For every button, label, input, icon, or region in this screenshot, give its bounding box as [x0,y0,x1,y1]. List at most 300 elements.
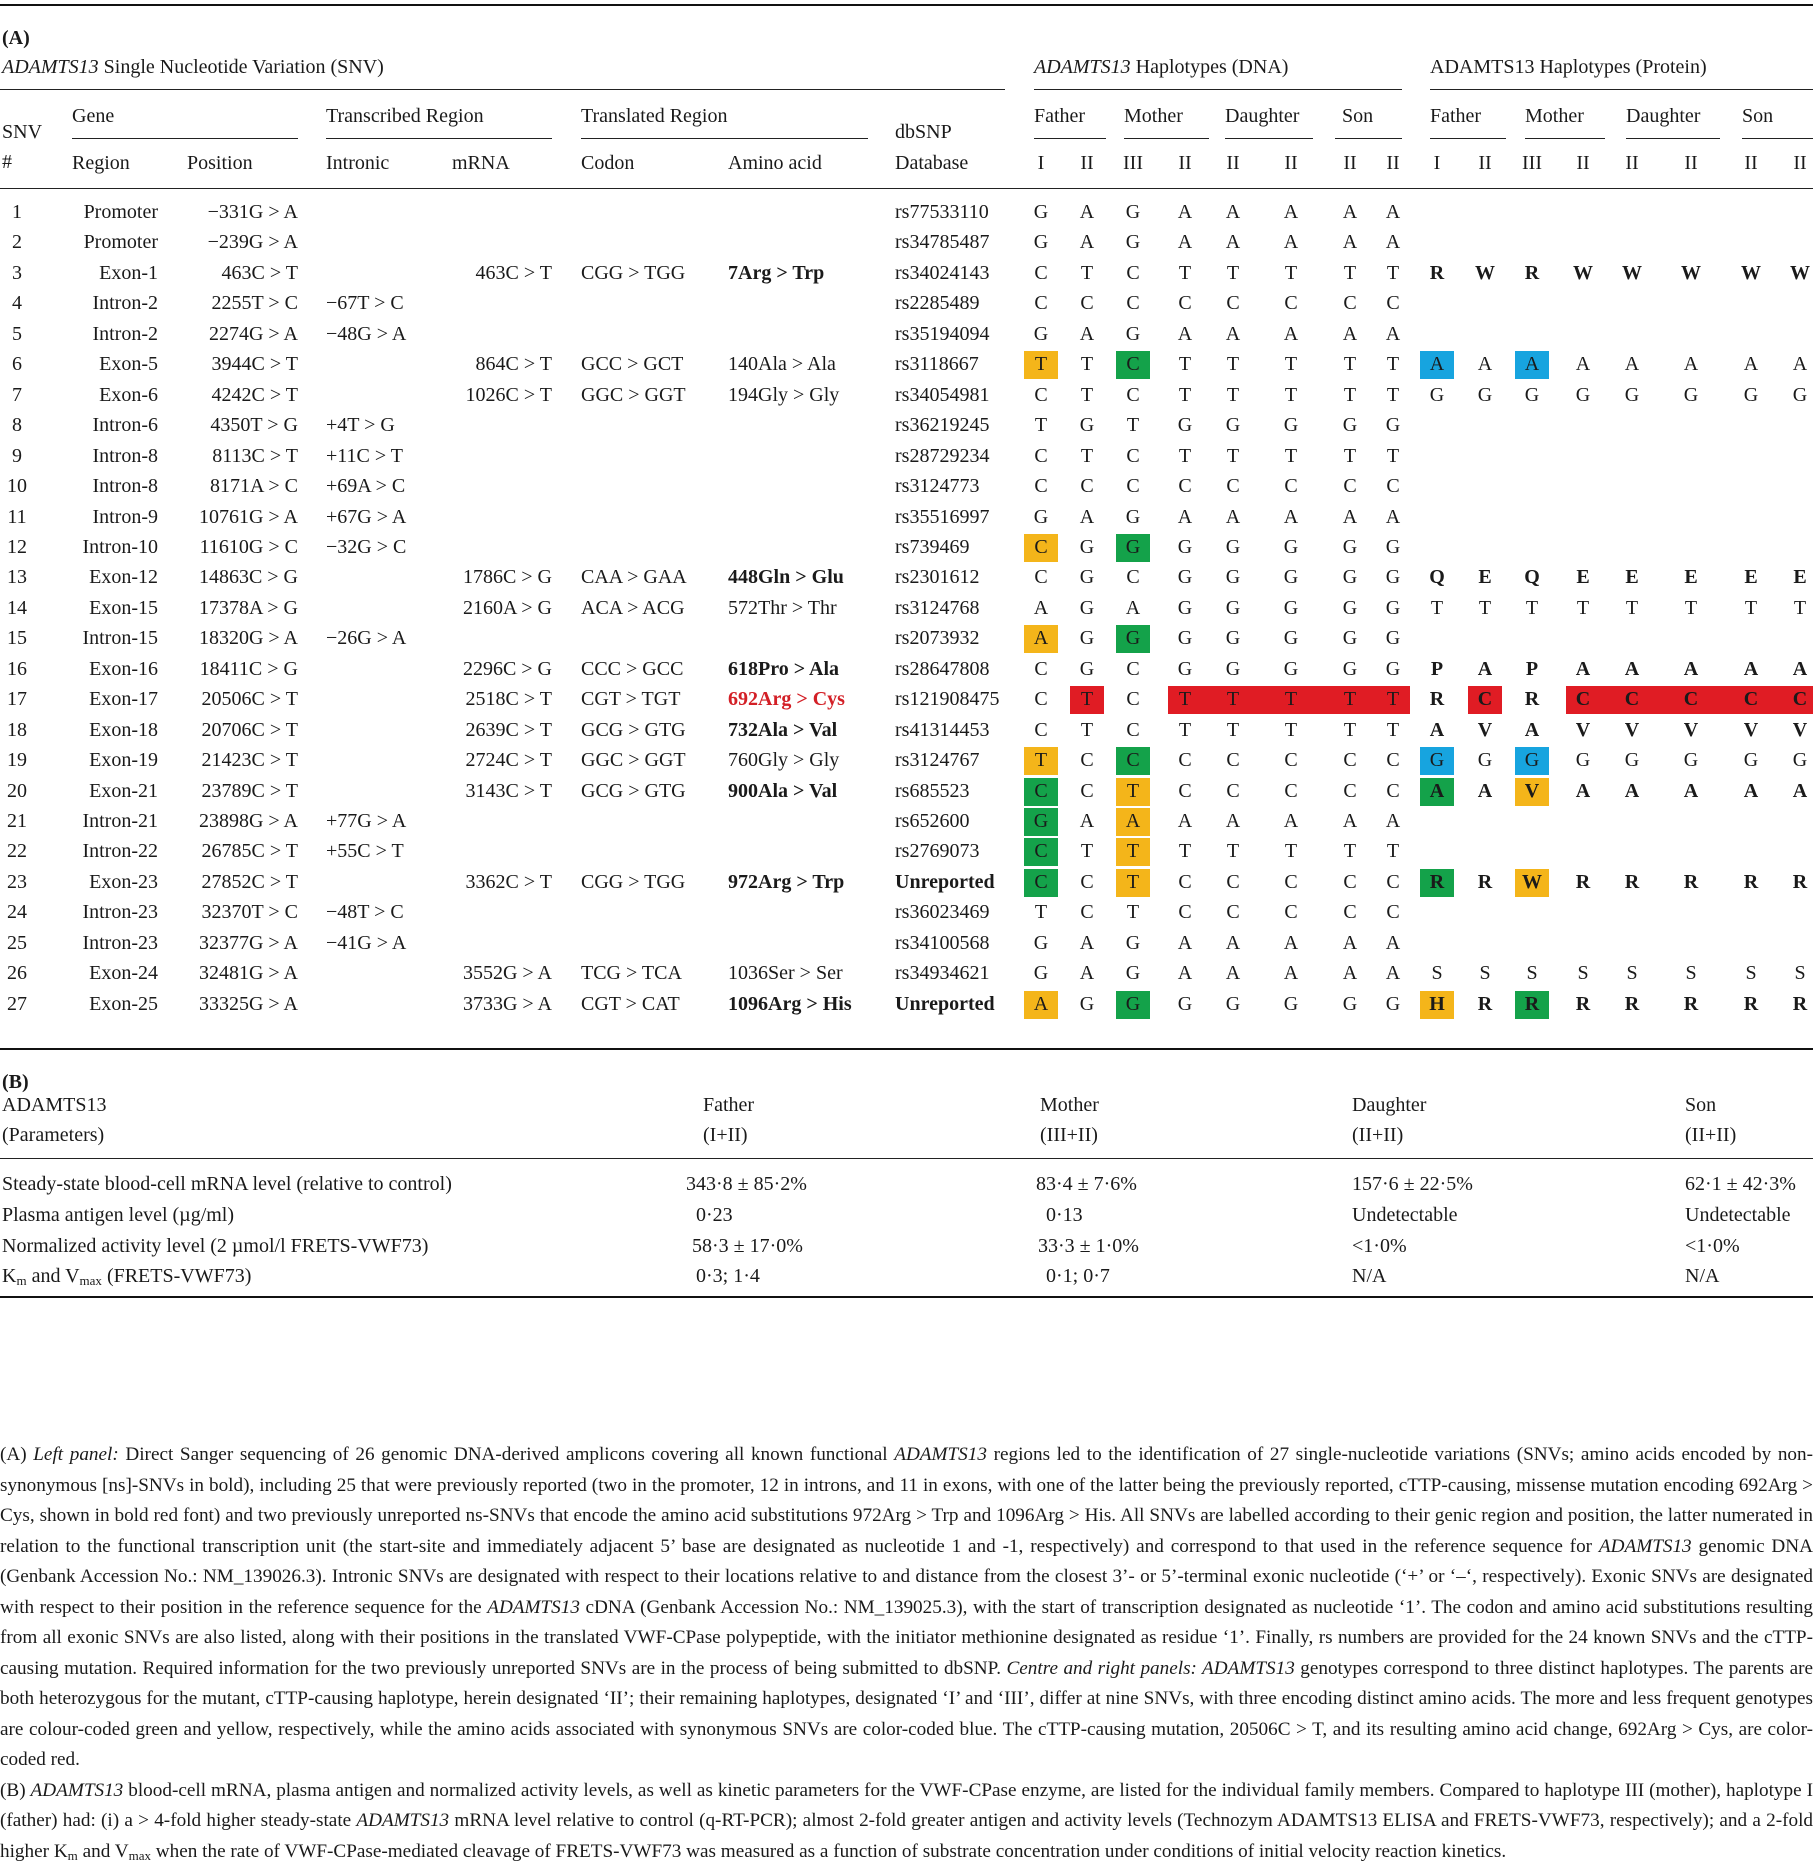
residue-cell: R [1512,992,1552,1019]
genotype-cell: A [1213,200,1253,227]
caption-b-p1: blood-cell mRNA, plasma antigen and normalized activity levels, as well as kinetic parameters for the VWF-CPase enzyme, are listed for the individual family members. Compared to haplotype III (mother), haplotype I (father) had: (i) a > 4-fold higher steady-state [0,1780,1813,1832]
residue-cell: T [1671,596,1711,623]
amino-acid-change: 194Gly > Gly [728,383,839,410]
residue-cell: G [1612,748,1652,775]
residue-cell: A [1612,352,1652,379]
genotype-cell: G [1271,565,1311,592]
genotype-cell: C [1271,900,1311,927]
genotype-cell: T [1213,718,1253,745]
genotype-cell: C [1373,900,1413,927]
residue-cell: G [1780,383,1813,410]
genotype-cell: G [1165,626,1205,653]
parameter-value: 0·23 [696,1203,733,1230]
genotype-cell: G [1330,657,1370,684]
kinetics-max: max [80,1273,102,1288]
genotype-cell: T [1373,839,1413,866]
residue-cell: A [1465,657,1505,684]
gene-region: Intron-23 [40,900,158,927]
genotype-cell: T [1271,839,1311,866]
genotype-cell: T [1165,444,1205,471]
genotype-cell: C [1021,718,1061,745]
genotype-cell: C [1021,383,1061,410]
dbsnp-id: rs3124767 [895,748,979,775]
genotype-cell: G [1213,657,1253,684]
genotype-cell: A [1271,200,1311,227]
genotype-cell: T [1067,444,1107,471]
genotype-cell: C [1113,291,1153,318]
genotype-cell: G [1113,626,1153,653]
gene-region: Intron-22 [40,839,158,866]
dna-hdr-father: Father [1034,104,1085,128]
genotype-cell: A [1373,961,1413,988]
codon-change: ACA > ACG [581,596,685,623]
genotype-cell: A [1330,809,1370,836]
residue-cell: R [1465,870,1505,897]
genotype-cell: A [1165,961,1205,988]
genotype-cell: T [1113,839,1153,866]
genotype-cell: C [1113,383,1153,410]
genotype-cell: G [1330,626,1370,653]
genotype-cell: T [1330,839,1370,866]
hdr-translated: Translated Region [581,104,727,128]
top-rule [0,4,1813,6]
genotype-cell: T [1213,444,1253,471]
residue-cell: V [1512,779,1552,806]
residue-cell: G [1512,383,1552,410]
dna-group-gene: ADAMTS13 [1034,56,1131,78]
mrna-change [420,291,552,318]
genotype-cell: G [1067,657,1107,684]
residue-cell: G [1612,383,1652,410]
gene-position: 32481G > A [150,961,298,988]
gene-region: Promoter [40,230,158,257]
genotype-cell: C [1373,870,1413,897]
gene-position: 23789C > T [150,779,298,806]
residue-cell: A [1417,779,1457,806]
genotype-cell: T [1271,687,1311,714]
gene-position: 4242C > T [150,383,298,410]
codon-change: CGG > TGG [581,261,685,288]
genotype-cell: G [1330,992,1370,1019]
residue-cell: R [1512,687,1552,714]
dna-hdr-mother: Mother [1124,104,1183,128]
codon-change: GCC > GCT [581,352,683,379]
gene-position: 32370T > C [150,900,298,927]
genotype-cell: G [1067,535,1107,562]
genotype-cell: C [1021,261,1061,288]
hdr-database: Database [895,151,968,175]
residue-cell: A [1612,779,1652,806]
mrna-change [420,900,552,927]
genotype-cell: C [1271,870,1311,897]
hdr-mrna: mRNA [452,151,510,175]
genotype-cell: C [1113,444,1153,471]
genotype-cell: C [1113,261,1153,288]
caption-a-p1: Direct Sanger sequencing of 26 genomic DNA-derived amplicons covering all known functional [119,1444,894,1465]
hdr-codon: Codon [581,151,634,175]
genotype-cell: A [1373,200,1413,227]
residue-cell: V [1780,718,1813,745]
parameter-value: 83·4 ± 7·6% [1036,1172,1137,1199]
genotype-cell: G [1021,931,1061,958]
gene-region: Exon-6 [40,383,158,410]
dbsnp-id: rs2769073 [895,839,979,866]
genotype-cell: G [1271,413,1311,440]
genotype-cell: T [1067,261,1107,288]
residue-cell: G [1731,383,1771,410]
intronic-change: +4T > G [326,413,395,440]
panel-b-header-rule [0,1158,1813,1159]
gene-position: 11610G > C [150,535,298,562]
residue-cell: E [1671,565,1711,592]
genotype-cell: G [1113,505,1153,532]
genotype-cell: C [1271,748,1311,775]
gene-region: Intron-6 [40,413,158,440]
residue-cell: T [1780,596,1813,623]
kinetics-label [2,1264,251,1288]
residue-cell: A [1780,352,1813,379]
genotype-cell: G [1113,230,1153,257]
snv-number: 21 [0,809,34,836]
caption-a-p2: regions led to the identification of 27 single-nucleotide variations (SNVs; amino acids encoded by non-synonymous [ns]-SNVs in bold), including 25 that were previously reported (two in the promoter, 12 in introns, and 11 in exons, with one of the latter being the previously reported, cTTP-causing, missense mutation encoding 692Arg > Cys, shown in bold red font) and two previously unreported ns-SNVs that encode the amino acid substitutions 972Arg > Trp and 1096Arg > His. All SNVs are labelled according to their genic region and position, the latter numerated in relation to the functional transcription unit (the start-site and immediately adjacent 5’ base are designated as nucleotide 1 and -1, respectively) and correspond to that used in the reference sequence for [0,1444,1813,1557]
genotype-cell: T [1373,261,1413,288]
mrna-change: 3733G > A [420,992,552,1019]
dna-group-title [1034,55,1288,79]
genotype-cell: C [1330,748,1370,775]
genotype-cell: G [1165,657,1205,684]
caption-b-p4: when the rate of VWF-CPase-mediated cleavage of FRETS-VWF73 was measured as a function of substrate concentration under conditions of initial velocity reaction kinetics. [151,1841,1506,1862]
genotype-cell: T [1330,687,1370,714]
gene-region: Exon-5 [40,352,158,379]
genotype-cell: G [1165,535,1205,562]
snv-number: 17 [0,687,34,714]
hdr-region: Region [72,151,130,175]
dbsnp-id: rs121908475 [895,687,999,714]
residue-cell: R [1512,261,1552,288]
genotype-cell: G [1330,565,1370,592]
genotype-cell: A [1213,505,1253,532]
residue-cell: G [1465,748,1505,775]
dbsnp-id: rs28647808 [895,657,989,684]
residue-cell: W [1731,261,1771,288]
prot-hdr-daughter: Daughter [1626,104,1700,128]
genotype-cell: G [1213,596,1253,623]
genotype-cell: T [1165,383,1205,410]
gene-position: 4350T > G [150,413,298,440]
mrna-change [420,809,552,836]
caption-a [0,1440,1813,1776]
genotype-cell: A [1330,505,1370,532]
genotype-cell: C [1021,291,1061,318]
snv-number: 9 [0,444,34,471]
parameter-value: <1·0% [1685,1234,1740,1261]
snv-number: 4 [0,291,34,318]
amino-acid-change: 760Gly > Gly [728,748,839,775]
dna-group-rule [1034,89,1402,90]
snv-number: 12 [0,535,34,562]
residue-cell: A [1512,352,1552,379]
genotype-cell: T [1213,261,1253,288]
residue-cell: A [1671,352,1711,379]
panel-a-label: (A) [2,26,30,50]
dbsnp-id: rs3118667 [895,352,979,379]
snv-number: 3 [0,261,34,288]
dbsnp-id: rs34934621 [895,961,989,988]
genotype-cell: G [1271,992,1311,1019]
genotype-cell: T [1021,748,1061,775]
hdr-transcribed: Transcribed Region [326,104,484,128]
dna-hap-label: II [1330,151,1370,178]
genotype-cell: T [1067,718,1107,745]
snv-group-rest: Single Nucleotide Variation (SNV) [99,56,384,78]
dna-hap-label: II [1067,151,1107,178]
genotype-cell: G [1373,657,1413,684]
prot-son-rule [1742,138,1813,139]
intronic-change: −26G > A [326,626,406,653]
genotype-cell: C [1271,779,1311,806]
dna-group-rest: Haplotypes (DNA) [1131,56,1289,78]
genotype-cell: G [1330,596,1370,623]
residue-cell: A [1563,657,1603,684]
param-title-2: (Parameters) [2,1123,104,1147]
gene-region: Exon-1 [40,261,158,288]
residue-cell: S [1512,961,1552,988]
residue-cell: W [1780,261,1813,288]
genotype-cell: T [1213,383,1253,410]
dna-hap-label: III [1113,151,1153,178]
genotype-cell: G [1067,626,1107,653]
prot-hap-label: II [1465,151,1505,178]
genotype-cell: C [1373,779,1413,806]
genotype-cell: A [1165,200,1205,227]
residue-cell: R [1612,992,1652,1019]
residue-cell: A [1465,352,1505,379]
genotype-cell: T [1271,352,1311,379]
caption-b-gene2: ADAMTS13 [356,1810,449,1831]
residue-cell: R [1563,992,1603,1019]
genotype-cell: T [1271,718,1311,745]
genotype-cell: T [1165,839,1205,866]
snv-number: 15 [0,626,34,653]
genotype-cell: C [1113,748,1153,775]
gene-position: 20706C > T [150,718,298,745]
residue-cell: S [1563,961,1603,988]
snv-number: 5 [0,322,34,349]
genotype-cell: T [1373,718,1413,745]
genotype-cell: T [1113,413,1153,440]
residue-cell: A [1563,779,1603,806]
dna-hap-label: II [1271,151,1311,178]
genotype-cell: A [1021,596,1061,623]
codon-change: CGT > TGT [581,687,680,714]
dbsnp-id: rs2301612 [895,565,979,592]
prot-hap-label: II [1780,151,1813,178]
genotype-cell: C [1021,474,1061,501]
prot-hdr-father: Father [1430,104,1481,128]
residue-cell: S [1731,961,1771,988]
genotype-cell: T [1373,444,1413,471]
genotype-cell: G [1067,413,1107,440]
protein-group-title: ADAMTS13 Haplotypes (Protein) [1430,55,1707,79]
gene-region: Intron-9 [40,505,158,532]
genotype-cell: C [1067,779,1107,806]
genotype-cell: C [1067,900,1107,927]
genotype-cell: A [1330,322,1370,349]
genotype-cell: C [1213,748,1253,775]
gene-position: 18320G > A [150,626,298,653]
residue-cell: C [1563,687,1603,714]
residue-cell: R [1417,687,1457,714]
gene-position: 14863C > G [150,565,298,592]
residue-cell: G [1671,748,1711,775]
genotype-cell: C [1373,474,1413,501]
genotype-cell: G [1113,322,1153,349]
snv-number: 1 [0,200,34,227]
genotype-cell: G [1373,596,1413,623]
residue-cell: T [1731,596,1771,623]
genotype-cell: C [1021,839,1061,866]
residue-cell: H [1417,992,1457,1019]
snv-number: 23 [0,870,34,897]
snv-number: 20 [0,779,34,806]
member-haplotypes: (III+II) [1040,1123,1098,1150]
translated-rule [581,138,868,139]
prot-daughter-rule [1626,138,1720,139]
codon-change: GCG > GTG [581,718,686,745]
intronic-change: −32G > C [326,535,406,562]
gene-region: Promoter [40,200,158,227]
genotype-cell: A [1113,809,1153,836]
mrna-change [420,505,552,532]
genotype-cell: A [1213,961,1253,988]
genotype-cell: C [1165,748,1205,775]
gene-region: Intron-23 [40,931,158,958]
residue-cell: G [1563,748,1603,775]
genotype-cell: T [1021,900,1061,927]
genotype-cell: A [1021,992,1061,1019]
residue-cell: R [1671,992,1711,1019]
gene-position: 20506C > T [150,687,298,714]
residue-cell: V [1612,718,1652,745]
genotype-cell: G [1271,626,1311,653]
codon-change: GCG > GTG [581,779,686,806]
mrna-change [420,444,552,471]
gene-position: 3944C > T [150,352,298,379]
residue-cell: G [1731,748,1771,775]
intronic-change: +69A > C [326,474,405,501]
genotype-cell: A [1067,809,1107,836]
genotype-cell: C [1021,870,1061,897]
codon-change: GGC > GGT [581,748,686,775]
parameter-value: 0·13 [1046,1203,1083,1230]
hdr-snv: SNV [2,120,42,144]
snv-number: 10 [0,474,34,501]
residue-cell: W [1612,261,1652,288]
prot-hdr-son: Son [1742,104,1773,128]
dbsnp-id: rs739469 [895,535,969,562]
genotype-cell: A [1373,230,1413,257]
genotype-cell: C [1165,474,1205,501]
residue-cell: V [1465,718,1505,745]
genotype-cell: C [1213,474,1253,501]
hdr-dbsnp: dbSNP [895,120,952,144]
caption-b [0,1776,1813,1867]
intronic-change: +77G > A [326,809,406,836]
snv-number: 6 [0,352,34,379]
kinetics-and: and V [27,1265,80,1287]
genotype-cell: C [1213,779,1253,806]
genotype-cell: C [1165,779,1205,806]
residue-cell: G [1563,383,1603,410]
caption-b-p3: and V [78,1841,129,1862]
dbsnp-id: rs36219245 [895,413,989,440]
genotype-cell: C [1113,718,1153,745]
gene-rule [72,138,298,139]
amino-acid-change: 7Arg > Trp [728,261,824,288]
dna-hap-label: I [1021,151,1061,178]
dna-hap-label: II [1165,151,1205,178]
residue-cell: G [1417,383,1457,410]
residue-cell: W [1512,870,1552,897]
prot-hdr-mother: Mother [1525,104,1584,128]
genotype-cell: A [1271,961,1311,988]
dbsnp-id: rs3124768 [895,596,979,623]
kinetics-m: m [16,1273,26,1288]
residue-cell: A [1465,779,1505,806]
genotype-cell: T [1021,352,1061,379]
genotype-cell: T [1373,687,1413,714]
genotype-cell: C [1113,474,1153,501]
residue-cell: S [1671,961,1711,988]
mrna-change: 3362C > T [420,870,552,897]
genotype-cell: A [1213,322,1253,349]
dbsnp-id: Unreported [895,992,995,1019]
genotype-cell: G [1067,992,1107,1019]
residue-cell: C [1780,687,1813,714]
genotype-cell: A [1213,230,1253,257]
genotype-cell: C [1213,870,1253,897]
genotype-cell: A [1165,505,1205,532]
dbsnp-id: rs28729234 [895,444,989,471]
parameter-value: 343·8 ± 85·2% [686,1172,807,1199]
genotype-cell: G [1021,200,1061,227]
gene-position: −239G > A [150,230,298,257]
genotype-cell: C [1330,474,1370,501]
snv-number: 2 [0,230,34,257]
caption-a-prefix: (A) [0,1444,33,1465]
mrna-change [420,200,552,227]
mrna-change: 2639C > T [420,718,552,745]
dbsnp-id: rs2073932 [895,626,979,653]
gene-region: Exon-21 [40,779,158,806]
snv-number: 22 [0,839,34,866]
residue-cell: R [1563,870,1603,897]
residue-cell: A [1563,352,1603,379]
mrna-change [420,931,552,958]
residue-cell: E [1731,565,1771,592]
gene-region: Exon-12 [40,565,158,592]
genotype-cell: C [1067,748,1107,775]
hdr-intronic: Intronic [326,151,389,175]
genotype-cell: C [1067,474,1107,501]
genotype-cell: G [1271,535,1311,562]
snv-number: 18 [0,718,34,745]
genotype-cell: C [1165,900,1205,927]
caption-a-p5: genotypes correspond to three distinct haplotypes. The parents are both heterozygous for the mutant, cTTP-causing haplotype, herein designated ‘II’; their remaining haplotypes, designated ‘I’ and ‘III’, differ at nine SNVs, with three encoding distinct amino acids. The more and less frequent genotypes are colour-coded green and yellow, respectively, while the amino acids associated with synonymous SNVs are color-coded blue. The cTTP-causing mutation, 20506C > T, and its resulting amino acid change, 692Arg > Cys, are color-coded red. [0,1658,1813,1771]
genotype-cell: G [1373,992,1413,1019]
residue-cell: A [1612,657,1652,684]
member-name: Son [1685,1093,1716,1120]
